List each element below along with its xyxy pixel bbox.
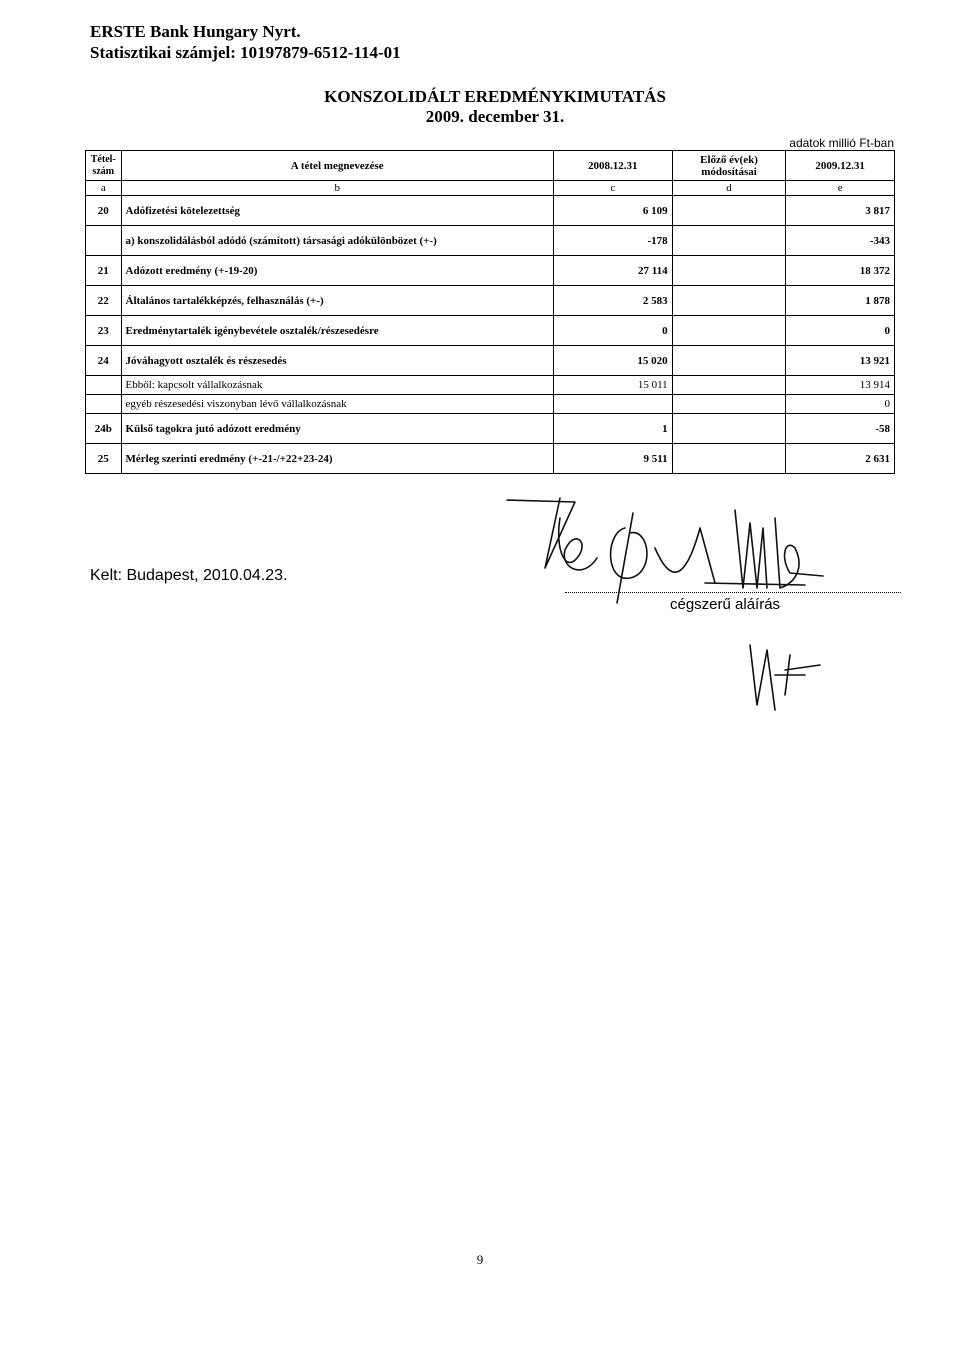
row-code: 25 <box>86 444 122 474</box>
letter-name: b <box>121 181 553 196</box>
row-code <box>86 226 122 256</box>
table-row <box>86 395 895 414</box>
row-adj <box>672 256 786 286</box>
letter-code: a <box>86 181 122 196</box>
row-name: Jóváhagyott osztalék és részesedés <box>121 346 553 376</box>
signature-label: cégszerű aláírás <box>670 596 781 613</box>
row-name: Ebből: kapcsolt vállalkozásnak <box>121 376 553 395</box>
row-code: 21 <box>86 256 122 286</box>
row-prev: -178 <box>553 226 672 256</box>
row-code: 20 <box>86 196 122 226</box>
row-prev: 15 011 <box>553 376 672 395</box>
row-code <box>86 376 122 395</box>
row-prev: 6 109 <box>553 196 672 226</box>
row-name: Adózott eredmény (+-19-20) <box>121 256 553 286</box>
table-row <box>86 286 895 316</box>
row-code: 24b <box>86 414 122 444</box>
row-adj <box>672 286 786 316</box>
row-prev: 0 <box>553 316 672 346</box>
row-code <box>86 395 122 414</box>
row-name: Mérleg szerinti eredmény (+-21-/+22+23-24) <box>121 444 553 474</box>
row-adj <box>672 376 786 395</box>
row-curr: -343 <box>786 226 895 256</box>
row-name: Külső tagokra jutó adózott eredmény <box>121 414 553 444</box>
row-code: 22 <box>86 286 122 316</box>
row-adj <box>672 196 786 226</box>
place-date: Kelt: Budapest, 2010.04.23. <box>90 567 288 584</box>
signature-image <box>505 488 825 613</box>
header-name: A tétel megnevezése <box>121 151 553 181</box>
row-prev: 2 583 <box>553 286 672 316</box>
table-row <box>86 376 895 395</box>
table-header-row <box>86 151 895 181</box>
row-curr: 0 <box>786 395 895 414</box>
company-name: ERSTE Bank Hungary Nyrt. <box>90 22 301 41</box>
row-curr: 1 878 <box>786 286 895 316</box>
row-name: a) konszolidálásból adódó (számított) társasági adókülönbözet (+-) <box>121 226 553 256</box>
units-note: adatok millió Ft-ban <box>789 136 894 150</box>
row-curr: 2 631 <box>786 444 895 474</box>
company-header <box>90 22 401 64</box>
report-title-block <box>0 87 960 127</box>
header-adjustments: Előző év(ek) módosításai <box>672 151 786 181</box>
row-name: Adófizetési kötelezettség <box>121 196 553 226</box>
initials-image <box>745 635 825 715</box>
row-prev: 15 020 <box>553 346 672 376</box>
row-adj <box>672 395 786 414</box>
header-current-year: 2009.12.31 <box>786 151 895 181</box>
row-curr: 13 914 <box>786 376 895 395</box>
row-curr: 18 372 <box>786 256 895 286</box>
table-row <box>86 414 895 444</box>
row-name: Eredménytartalék igénybevétele osztalék/részesedésre <box>121 316 553 346</box>
row-adj <box>672 316 786 346</box>
table-row <box>86 316 895 346</box>
table-row <box>86 444 895 474</box>
row-prev: 9 511 <box>553 444 672 474</box>
statistical-id: Statisztikai számjel: 10197879-6512-114-01 <box>90 43 401 62</box>
row-curr: 0 <box>786 316 895 346</box>
row-curr: 13 921 <box>786 346 895 376</box>
row-name: Általános tartalékképzés, felhasználás (+-) <box>121 286 553 316</box>
row-prev <box>553 395 672 414</box>
report-date: 2009. december 31. <box>425 107 565 126</box>
table-letter-row <box>86 181 895 196</box>
table-row <box>86 226 895 256</box>
row-name: egyéb részesedési viszonyban lévő vállalkozásnak <box>121 395 553 414</box>
table-row <box>86 196 895 226</box>
row-curr: 3 817 <box>786 196 895 226</box>
row-code: 23 <box>86 316 122 346</box>
row-prev: 1 <box>553 414 672 444</box>
letter-prev: c <box>553 181 672 196</box>
row-adj <box>672 444 786 474</box>
letter-adj: d <box>672 181 786 196</box>
table-row <box>86 346 895 376</box>
income-statement-table <box>85 150 895 474</box>
row-curr: -58 <box>786 414 895 444</box>
row-code: 24 <box>86 346 122 376</box>
row-prev: 27 114 <box>553 256 672 286</box>
report-title: KONSZOLIDÁLT EREDMÉNYKIMUTATÁS <box>324 87 666 106</box>
table-row <box>86 256 895 286</box>
page-number: 9 <box>476 1252 484 1267</box>
header-code: Tétel-szám <box>86 151 122 181</box>
letter-curr: e <box>786 181 895 196</box>
signature-line <box>565 592 901 593</box>
row-adj <box>672 226 786 256</box>
header-prev-year: 2008.12.31 <box>553 151 672 181</box>
row-adj <box>672 346 786 376</box>
row-adj <box>672 414 786 444</box>
